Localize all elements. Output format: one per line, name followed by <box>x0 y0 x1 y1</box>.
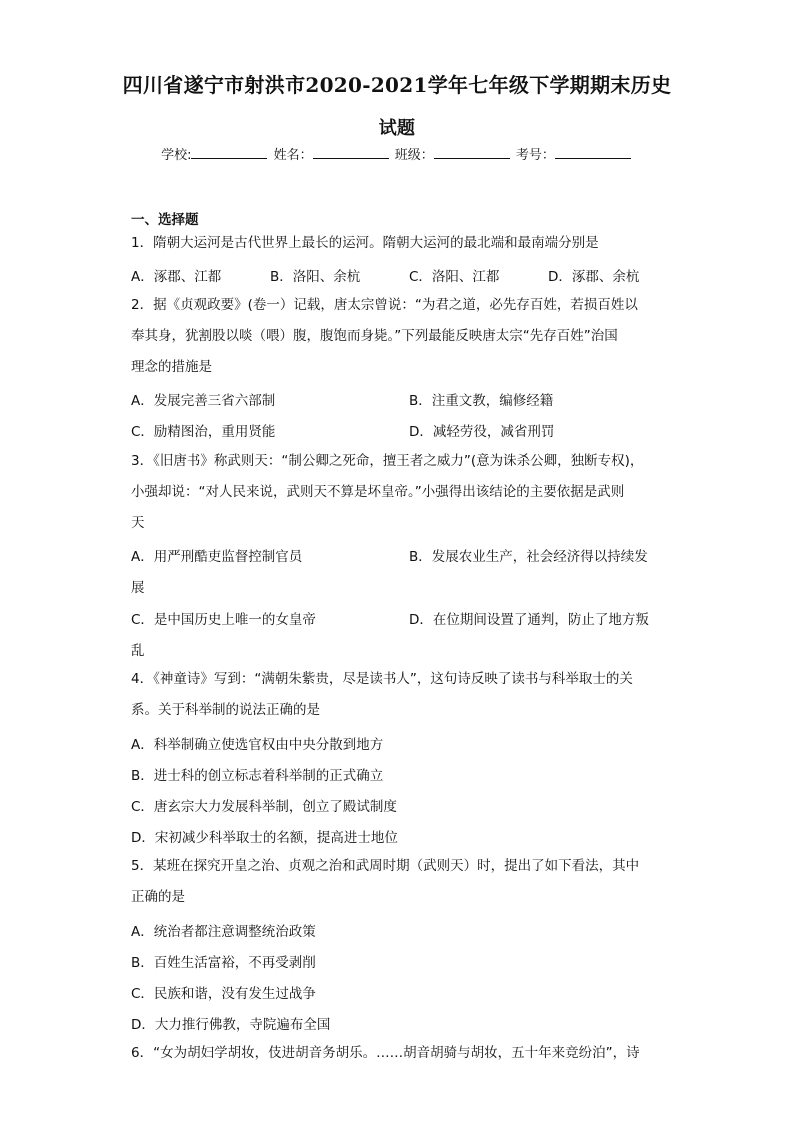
exam-title-line1: 四川省遂宁市射洪市2020-2021学年七年级下学期期末历史 <box>122 73 672 97</box>
q3-option-a: A．用严刑酷吏监督控制官员 <box>131 549 303 565</box>
name-label: 姓名： <box>273 148 313 163</box>
school-label: 学校: <box>161 148 192 163</box>
q4-option-d: D．宋初减少科举取士的名额，提高进士地位 <box>131 830 398 846</box>
q3-option-b-continued: 展 <box>131 580 145 596</box>
student-info-row <box>0 144 794 163</box>
q2-option-b: B．注重文教，编修经籍 <box>409 393 554 409</box>
q4-option-a: A．科举制确立使选官权由中央分散到地方 <box>131 737 384 753</box>
q6-line1: 6．“女为胡妇学胡妆，伎进胡音务胡乐。……胡音胡骑与胡妆，五十年来竞纷泊”，诗 <box>131 1045 640 1061</box>
section-heading: 一、选择题 <box>131 212 199 228</box>
q2-line1: 2．据《贞观政要》(卷一）记载，唐太宗曾说：“为君之道，必先存百姓，若损百姓以 <box>131 297 638 313</box>
name-blank <box>313 146 389 159</box>
q1-option-c: C．洛阳、江都 <box>409 269 500 285</box>
q2-option-a: A．发展完善三省六部制 <box>131 393 276 409</box>
q4-option-c: C．唐玄宗大力发展科举制，创立了殿试制度 <box>131 799 397 815</box>
number-label: 考号： <box>515 148 555 163</box>
q2-line2: 奉其身，犹割股以啖（喂）腹，腹饱而身毙。”下列最能反映唐太宗“先存百姓”治国 <box>131 328 618 344</box>
q3-line1: 3．《旧唐书》称武则天：“制公卿之死命，擅王者之威力”(意为诛杀公卿，独断专权)， <box>131 453 644 469</box>
q3-line3: 天 <box>131 515 145 531</box>
q2-option-d: D．减轻劳役，减省刑罚 <box>409 424 555 440</box>
class-blank <box>434 146 510 159</box>
q2-line3: 理念的措施是 <box>131 359 212 375</box>
school-blank <box>191 146 267 159</box>
q5-option-a: A．统治者都注意调整统治政策 <box>131 924 316 940</box>
q2-option-c: C．励精图治，重用贤能 <box>131 424 276 440</box>
q5-line1: 5．某班在探究开皇之治、贞观之治和武周时期（武则天）时，提出了如下看法，其中 <box>131 858 640 874</box>
q1-option-a: A．涿郡、江都 <box>131 269 222 285</box>
q1-option-d: D．涿郡、余杭 <box>548 269 640 285</box>
q3-line2: 小强却说：“对人民来说，武则天不算是坏皇帝。”小强得出该结论的主要依据是武则 <box>131 484 625 500</box>
number-blank <box>555 146 631 159</box>
q3-option-d: D．在位期间设置了通判，防止了地方叛 <box>409 612 649 628</box>
class-label: 班级： <box>394 148 434 163</box>
q4-line1: 4．《神童诗》写到：“满朝朱紫贵，尽是读书人”，这句诗反映了读书与科举取士的关 <box>131 671 633 687</box>
q5-line2: 正确的是 <box>131 889 185 905</box>
q5-option-c: C．民族和谐，没有发生过战争 <box>131 986 316 1002</box>
q5-option-b: B．百姓生活富裕，不再受剥削 <box>131 955 316 971</box>
q5-option-d: D．大力推行佛教，寺院遍布全国 <box>131 1017 331 1033</box>
q4-option-b: B．进士科的创立标志着科举制的正式确立 <box>131 768 384 784</box>
q3-option-d-continued: 乱 <box>131 643 145 659</box>
q1-option-b: B．洛阳、余杭 <box>270 269 361 285</box>
exam-title-line2: 试题 <box>378 118 416 139</box>
q4-line2: 系。关于科举制的说法正确的是 <box>131 702 320 718</box>
q1-stem: 1．隋朝大运河是古代世界上最长的运河。隋朝大运河的最北端和最南端分别是 <box>131 235 599 251</box>
q3-option-c: C．是中国历史上唯一的女皇帝 <box>131 612 316 628</box>
q3-option-b: B．发展农业生产，社会经济得以持续发 <box>409 549 648 565</box>
